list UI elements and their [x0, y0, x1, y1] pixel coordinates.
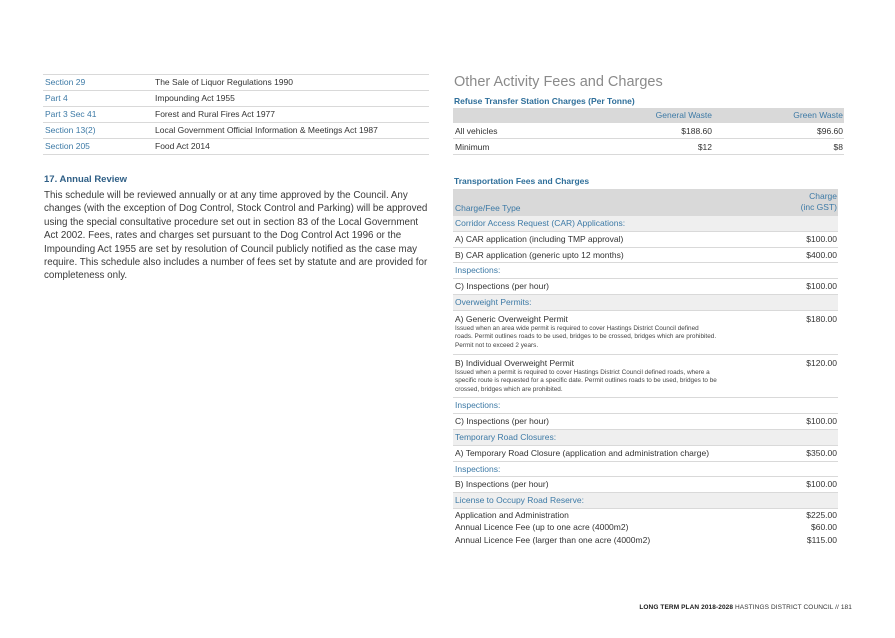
refuse-table-header	[453, 108, 844, 123]
col-charge-line1: Charge	[809, 191, 837, 201]
legislation-table	[43, 74, 429, 155]
fee-type-cell	[453, 521, 777, 534]
section-title: Other Activity Fees and Charges	[454, 74, 663, 90]
legislation-name: Food Act 2014	[155, 141, 210, 151]
fee-note: Issued when an area wide permit is required to cover Hastings District Council defined roads. Permit outlines roads to be used, bridges to be crossed, bridges which are prohibited. Permit not to exceed 2 years.	[455, 324, 717, 349]
subcategory-row	[453, 462, 838, 478]
col-general-waste: General Waste	[655, 110, 712, 120]
fee-charge: $100.00	[806, 479, 837, 490]
fee-note: Issued when a permit is required to cover Hastings District Council defined roads, where a specific route is requested for a specific date. Permit outlines roads to be used, bridges to be crossed, bridges which are prohibited.	[455, 368, 717, 393]
legislation-row	[43, 139, 429, 155]
fee-type-cell	[453, 509, 777, 522]
fee-row	[453, 248, 838, 264]
refuse-general-value: $12	[697, 142, 712, 152]
fee-charge: $400.00	[806, 249, 837, 260]
legislation-name: Local Government Official Information & Meetings Act 1987	[155, 125, 378, 135]
fee-charge	[777, 216, 838, 231]
legislation-section: Section 205	[45, 141, 90, 151]
fee-type-cell	[453, 358, 777, 395]
fee-label: C) Inspections (per hour)	[455, 281, 550, 292]
fee-type-cell	[453, 279, 777, 294]
fee-type-cell	[453, 446, 777, 461]
fee-charge: $120.00	[806, 357, 837, 368]
fee-label: A) Temporary Road Closure (application and administration charge)	[455, 447, 710, 458]
refuse-general-value: $188.60	[681, 126, 712, 136]
annual-review-body: This schedule will be reviewed annually or at any time approved by the Council. Any changes (with the exception of Dog Control, Stock Control and Parking) will be approved using the special consultative procedure set out in section 83 of the Local Government Act 2002. Fees, rates and charges set pursuant to the Dog Control Act 1996 or the Impounding Act 1955 are set by resolution of Council publicly notified as the case may require. This schedule also includes a number of fees set by statute and are provided for completeness only.	[44, 190, 428, 282]
col-green-waste: Green Waste	[793, 110, 843, 120]
fee-type-cell	[453, 477, 777, 492]
fee-label: Inspections:	[455, 265, 501, 276]
fee-row	[453, 521, 838, 534]
legislation-section: Section 13(2)	[45, 125, 96, 135]
fee-label: A) CAR application (including TMP approval)	[455, 233, 624, 244]
category-row	[453, 216, 838, 232]
category-row	[453, 493, 838, 509]
subcategory-row	[453, 398, 838, 414]
refuse-table	[453, 108, 844, 155]
fee-row	[453, 355, 838, 399]
fee-row	[453, 534, 838, 547]
refuse-label: All vehicles	[455, 126, 498, 136]
fee-row	[453, 232, 838, 248]
fee-type-cell	[453, 534, 777, 547]
fee-charge: $100.00	[806, 416, 837, 427]
fee-charge	[777, 398, 838, 413]
refuse-green-value: $96.60	[817, 126, 843, 136]
fee-row	[453, 509, 838, 522]
fee-charge	[777, 295, 838, 310]
fee-charge: $180.00	[806, 313, 837, 324]
fee-row	[453, 279, 838, 295]
fee-type-cell	[453, 398, 777, 413]
fee-row	[453, 477, 838, 493]
refuse-green-value: $8	[833, 142, 843, 152]
fee-row	[453, 446, 838, 462]
refuse-label: Minimum	[455, 142, 490, 152]
legislation-row	[43, 123, 429, 139]
fee-label: Application and Administration	[455, 509, 569, 520]
fee-charge: $225.00	[806, 509, 837, 520]
legislation-row	[43, 91, 429, 107]
fee-type-cell	[453, 248, 777, 263]
transport-table	[453, 189, 838, 546]
page-footer	[639, 604, 852, 611]
fee-type-cell	[453, 232, 777, 247]
fee-row	[453, 414, 838, 430]
col-charge	[777, 189, 838, 216]
category-row	[453, 295, 838, 311]
fee-type-cell	[453, 314, 777, 351]
fee-type-cell	[453, 462, 777, 477]
fee-label: Annual Licence Fee (up to one acre (4000m2)	[455, 522, 629, 533]
transport-heading: Transportation Fees and Charges	[454, 176, 590, 186]
fee-label: Overweight Permits:	[455, 296, 532, 307]
fee-label: Inspections:	[455, 463, 501, 474]
legislation-section: Part 3 Sec 41	[45, 109, 97, 119]
fee-type-cell	[453, 295, 777, 310]
fee-label: B) CAR application (generic upto 12 months)	[455, 249, 624, 260]
legislation-name: Forest and Rural Fires Act 1977	[155, 109, 276, 119]
fee-charge: $115.00	[806, 534, 837, 545]
fee-charge: $100.00	[806, 281, 837, 292]
fee-label: Inspections:	[455, 400, 501, 411]
fee-charge	[777, 462, 838, 477]
legislation-row	[43, 75, 429, 91]
fee-label: Corridor Access Request (CAR) Applications:	[455, 218, 626, 228]
fee-row	[453, 311, 838, 355]
fee-type-cell	[453, 430, 777, 445]
col-charge-line2: (inc GST)	[800, 202, 837, 212]
fee-charge	[777, 493, 838, 508]
legislation-section: Part 4	[45, 93, 68, 103]
footer-council: HASTINGS DISTRICT COUNCIL // 181	[735, 604, 852, 611]
fee-type-cell	[453, 263, 777, 278]
fee-type-cell	[453, 414, 777, 429]
refuse-row	[453, 123, 844, 139]
col-fee-type: Charge/Fee Type	[455, 203, 521, 213]
fee-label: B) Inspections (per hour)	[455, 479, 549, 490]
legislation-name: The Sale of Liquor Regulations 1990	[155, 77, 293, 87]
fee-label: A) Generic Overweight Permit	[455, 313, 568, 324]
footer-plan: LONG TERM PLAN 2018-2028	[639, 604, 734, 611]
fee-type-cell	[453, 216, 777, 231]
fee-charge: $60.00	[811, 522, 837, 533]
fee-charge	[777, 263, 838, 278]
fee-charge	[777, 430, 838, 445]
fee-type-cell	[453, 493, 777, 508]
fee-label: B) Individual Overweight Permit	[455, 357, 575, 368]
fee-label: C) Inspections (per hour)	[455, 416, 550, 427]
legislation-row	[43, 107, 429, 123]
subcategory-row	[453, 263, 838, 279]
transport-table-header	[453, 189, 838, 216]
refuse-row	[453, 139, 844, 155]
annual-review-heading: 17. Annual Review	[44, 174, 128, 185]
category-row	[453, 430, 838, 446]
fee-label: Annual Licence Fee (larger than one acre (4000m2)	[455, 534, 651, 545]
fee-label: Temporary Road Closures:	[455, 431, 557, 442]
fee-charge: $100.00	[806, 233, 837, 244]
fee-charge: $350.00	[806, 447, 837, 458]
refuse-heading: Refuse Transfer Station Charges (Per Tonne)	[454, 96, 635, 106]
legislation-section: Section 29	[45, 77, 86, 87]
fee-label: License to Occupy Road Reserve:	[455, 495, 584, 506]
legislation-name: Impounding Act 1955	[155, 93, 235, 103]
